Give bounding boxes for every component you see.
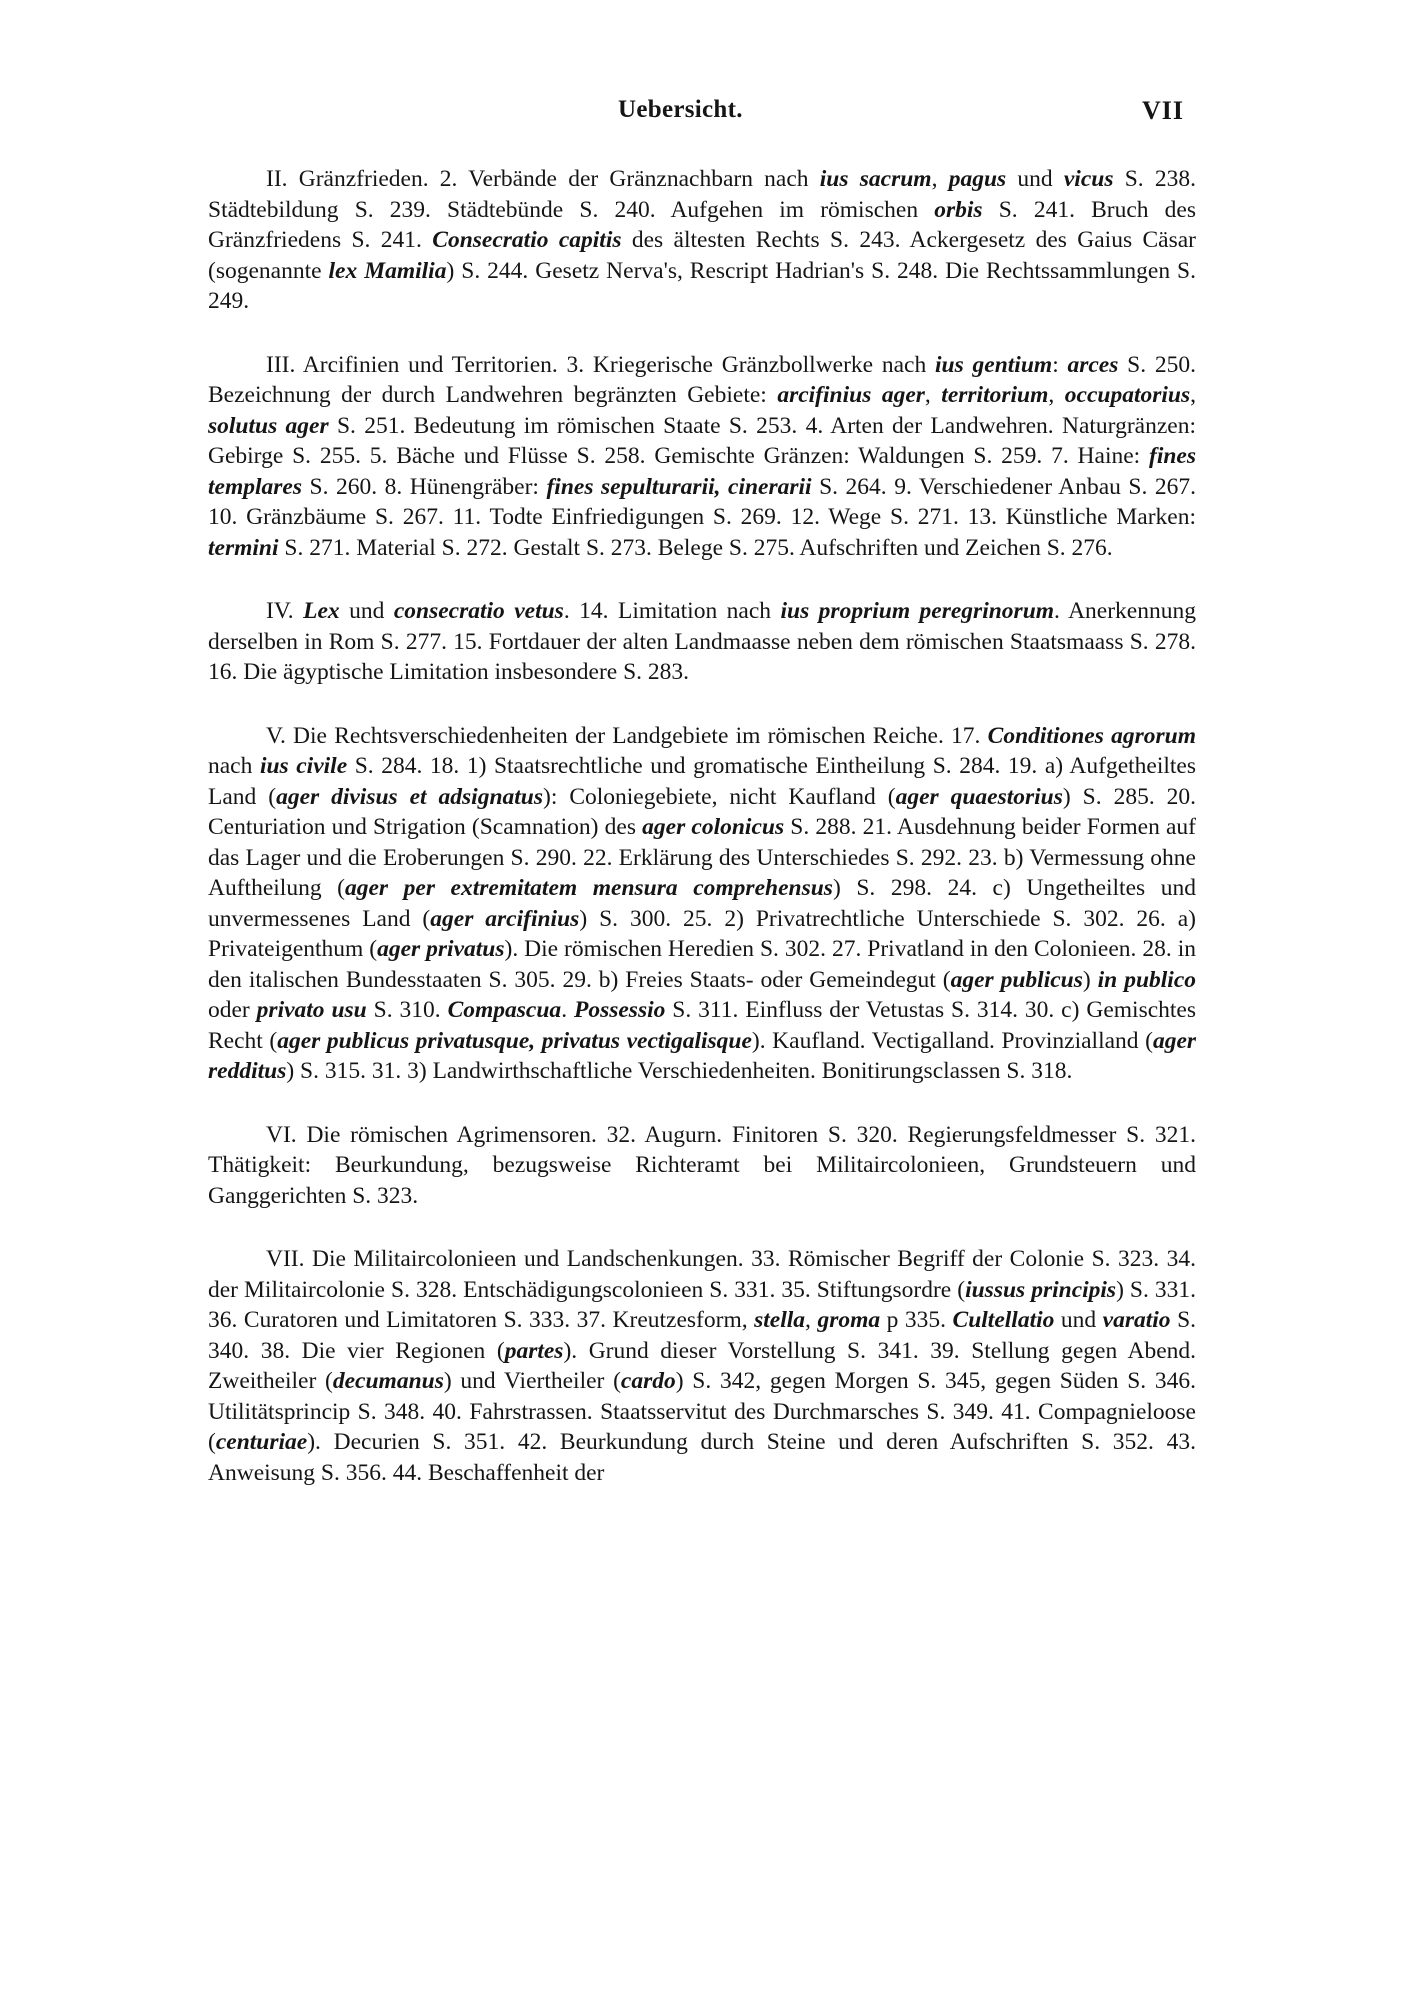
latin-term: groma <box>817 1307 881 1333</box>
latin-term: Lex <box>303 598 340 624</box>
text-run: S. 264. 9. Verschiedener Anbau S. 267. 10. Gränzbäume S. 267. 11. Todte Einfriedigungen S. 269. 12. Wege S. 271. 13. Künstliche Marken: <box>208 473 1196 530</box>
section-paragraph <box>208 350 1196 564</box>
text-run: nach <box>208 753 260 779</box>
text-run: ): Coloniegebiete, nicht Kaufland ( <box>543 783 896 810</box>
latin-term: territorium <box>941 382 1049 408</box>
text-run: . Anerkennung derselben in Rom S. 277. 15. Fortdauer der alten Landmaasse neben dem römischen Staatsmaass S. 278. 16. Die ägyptische Limitation insbesondere S. 283. <box>208 598 1196 685</box>
section-vi <box>208 1120 1196 1212</box>
latin-term: occupatorius <box>1064 382 1191 408</box>
text-run: , <box>1190 382 1196 408</box>
section-paragraph <box>208 1244 1196 1488</box>
text-run: ) S. 315. 31. 3) Landwirthschaftliche Verschiedenheiten. Bonitirungsclassen S. 318. <box>286 1058 1073 1084</box>
section-iv <box>208 596 1196 688</box>
text-run: Gränzfrieden. 2. Verbände der Gränznachbarn nach <box>287 166 820 192</box>
latin-term: ager quaestorius <box>895 783 1063 810</box>
latin-term: ager colonicus <box>642 814 785 840</box>
running-title: Uebersicht. <box>618 96 743 123</box>
section-paragraph <box>208 1120 1196 1212</box>
text-run: ). Die römischen Heredien S. 302. 27. Privatland in den Colonieen. 28. in den italischen Bundesstaaten S. 305. 29. b) Freies Staats- oder Gemeindegut ( <box>208 936 1196 993</box>
latin-term: Compascua <box>447 997 562 1023</box>
latin-term: ager publicus <box>950 966 1083 993</box>
section-ii <box>208 164 1196 317</box>
text-run: S. 284. 18. 1) Staatsrechtliche und gromatische Eintheilung S. 284. 19. a) Aufgetheiltes Land ( <box>208 753 1196 810</box>
text-run: und <box>1006 166 1064 192</box>
latin-term: termini <box>208 534 279 561</box>
text-run: : <box>1052 351 1068 378</box>
text-run: , <box>931 166 949 192</box>
latin-term: centuriae <box>215 1429 308 1455</box>
text-run: des ältesten Rechts S. 243. Ackergesetz des Gaius Cäsar (sogenannte <box>208 227 1196 284</box>
latin-term: in publico <box>1097 966 1196 993</box>
section-numeral: IV. <box>266 598 294 624</box>
text-run: ) S. 342, gegen Morgen S. 345, gegen Süden S. 346. Utilitätsprincip S. 348. 40. Fahrstrassen. Staatsservitut des Durchmarsches S. 349. 41. Compagnieloose ( <box>208 1368 1196 1455</box>
latin-term: Cultellatio <box>952 1307 1055 1333</box>
section-numeral: VII. <box>266 1246 305 1272</box>
latin-term: orbis <box>934 196 983 223</box>
text-run: ). Kaufland. Vectigalland. Provinzialland ( <box>751 1027 1153 1054</box>
latin-term: iussus principis <box>965 1276 1117 1303</box>
text-run: ). Decurien S. 351. 42. Beurkundung durch Steine und deren Aufschriften S. 352. 43. Anweisung S. 356. 44. Beschaffenheit der <box>208 1429 1196 1486</box>
latin-term: stella <box>754 1307 806 1333</box>
latin-term: pagus <box>948 166 1007 192</box>
latin-term: ius civile <box>259 753 348 779</box>
text-run: oder <box>208 997 257 1023</box>
section-paragraph <box>208 596 1196 688</box>
latin-term: Conditiones agrorum <box>987 722 1196 749</box>
section-numeral: II. <box>266 166 288 192</box>
section-numeral: V. <box>266 722 286 749</box>
latin-term: cardo <box>620 1368 676 1394</box>
latin-term: arcifinius ager <box>777 382 925 408</box>
latin-term: ius sacrum <box>819 166 932 192</box>
latin-term: decumanus <box>332 1368 444 1394</box>
latin-term: Possessio <box>573 997 666 1023</box>
section-numeral: VI. <box>266 1121 297 1148</box>
text-run: Die Militaircolonieen und Landschenkungen. 33. Römischer Begriff der Colonie S. 323. 34. der Militaircolonie S. 328. Entschädigungscolonieen S. 331. 35. Stiftungsordre ( <box>208 1246 1196 1303</box>
text-run: , <box>805 1307 818 1333</box>
text-run: ) S. 298. 24. c) Ungetheiltes und unvermessenes Land ( <box>208 875 1196 932</box>
text-run: S. 288. 21. Ausdehnung beider Formen auf das Lager und die Eroberungen S. 290. 22. Erklärung des Unterschiedes S. 292. 23. b) Vermessung ohne Auftheilung ( <box>208 814 1196 901</box>
text-run: , <box>1048 382 1065 408</box>
latin-term: partes <box>504 1337 564 1364</box>
text-run: S. 238. Städtebildung S. 239. Städtebünde S. 240. Aufgehen im römischen <box>208 166 1197 223</box>
section-v <box>208 721 1196 1087</box>
text-run: S. 250. Bezeichnung der durch Landwehren begränzten Gebiete: <box>208 351 1196 408</box>
latin-term: fines sepulturarii, cinerarii <box>546 473 812 500</box>
text-run: ) S. 244. Gesetz Nerva's, Rescript Hadrian's S. 248. Die Rechtssammlungen S. 249. <box>208 257 1196 314</box>
section-numeral: III. <box>266 351 296 378</box>
latin-term: vicus <box>1063 166 1114 192</box>
latin-term: ager publicus privatusque, privatus vectigalisque <box>277 1027 752 1054</box>
latin-term: ager per extremitatem mensura comprehensus <box>344 875 833 901</box>
text-run: S. 260. 8. Hünengräber: <box>302 473 547 500</box>
latin-term: ager redditus <box>208 1027 1197 1084</box>
text-run: S. 241. Bruch des Gränzfriedens S. 241. <box>208 196 1196 253</box>
text-run: und <box>1054 1307 1103 1333</box>
section-vii <box>208 1244 1196 1488</box>
page-header <box>0 96 1404 132</box>
latin-term: ius gentium <box>935 351 1053 378</box>
text-run: ) <box>1082 966 1098 993</box>
section-paragraph <box>208 721 1196 1087</box>
text-run: S. 310. <box>366 997 448 1023</box>
text-run: ) S. 300. 25. 2) Privatrechtliche Unterschiede S. 302. 26. a) Privateigenthum ( <box>208 905 1196 962</box>
text-run: . 14. Limitation nach <box>563 598 781 624</box>
text-run: , <box>924 382 942 408</box>
text-run: S. 251. Bedeutung im römischen Staate S. 253. 4. Arten der Landwehren. Naturgränzen: Gebirge S. 255. 5. Bäche und Flüsse S. 258. Gemischte Gränzen: Waldungen S. 259. 7. Haine: <box>208 412 1196 469</box>
latin-term: consecratio vetus <box>393 598 564 624</box>
latin-term: ius proprium peregrinorum <box>780 598 1055 624</box>
text-run: S. 340. 38. Die vier Regionen ( <box>208 1307 1197 1364</box>
latin-term: ager divisus et adsignatus <box>276 783 544 810</box>
text-run: und <box>339 598 394 624</box>
latin-term: varatio <box>1102 1307 1171 1333</box>
text-run: p 335. <box>880 1307 953 1333</box>
text-run: ) und Viertheiler ( <box>443 1368 621 1394</box>
latin-term: solutus ager <box>208 412 329 439</box>
text-run <box>294 598 303 624</box>
latin-term: arces <box>1067 351 1119 378</box>
text-run: Die Rechtsverschiedenheiten der Landgebiete im römischen Reiche. 17. <box>285 722 988 749</box>
text-run: S. 271. Material S. 272. Gestalt S. 273. Belege S. 275. Aufschriften und Zeichen S. 276. <box>278 534 1113 561</box>
latin-term: ager arcifinius <box>430 905 580 932</box>
section-iii <box>208 350 1196 564</box>
latin-term: fines templares <box>208 443 1196 500</box>
text-run: Arcifinien und Territorien. 3. Kriegerische Gränzbollwerke nach <box>295 351 936 378</box>
latin-term: privato usu <box>256 997 367 1023</box>
latin-term: ager privatus <box>377 936 505 962</box>
text-run: ) S. 331. 36. Curatoren und Limitatoren S. 333. 37. Kreutzesform, <box>208 1276 1197 1333</box>
section-paragraph <box>208 164 1196 317</box>
text-run: ) S. 285. 20. Centuriation und Strigation (Scamnation) des <box>208 783 1197 840</box>
latin-term: Consecratio capitis <box>432 227 622 253</box>
text-run: ). Grund dieser Vorstellung S. 341. 39. Stellung gegen Abend. Zweitheiler ( <box>208 1337 1196 1394</box>
text-run: . <box>561 997 574 1023</box>
text-run: S. 311. Einfluss der Vetustas S. 314. 30. c) Gemischtes Recht ( <box>208 997 1196 1054</box>
page-number: VII <box>1142 96 1185 125</box>
text-run: Die römischen Agrimensoren. 32. Augurn. Finitoren S. 320. Regierungsfeldmesser S. 321. Thätigkeit: Beurkundung, bezugsweise Richteramt bei Militaircolonieen, Grundsteuern und Ganggerichten S. 323. <box>208 1121 1196 1209</box>
latin-term: lex Mamilia <box>328 257 447 284</box>
table-of-contents <box>208 164 1196 1521</box>
